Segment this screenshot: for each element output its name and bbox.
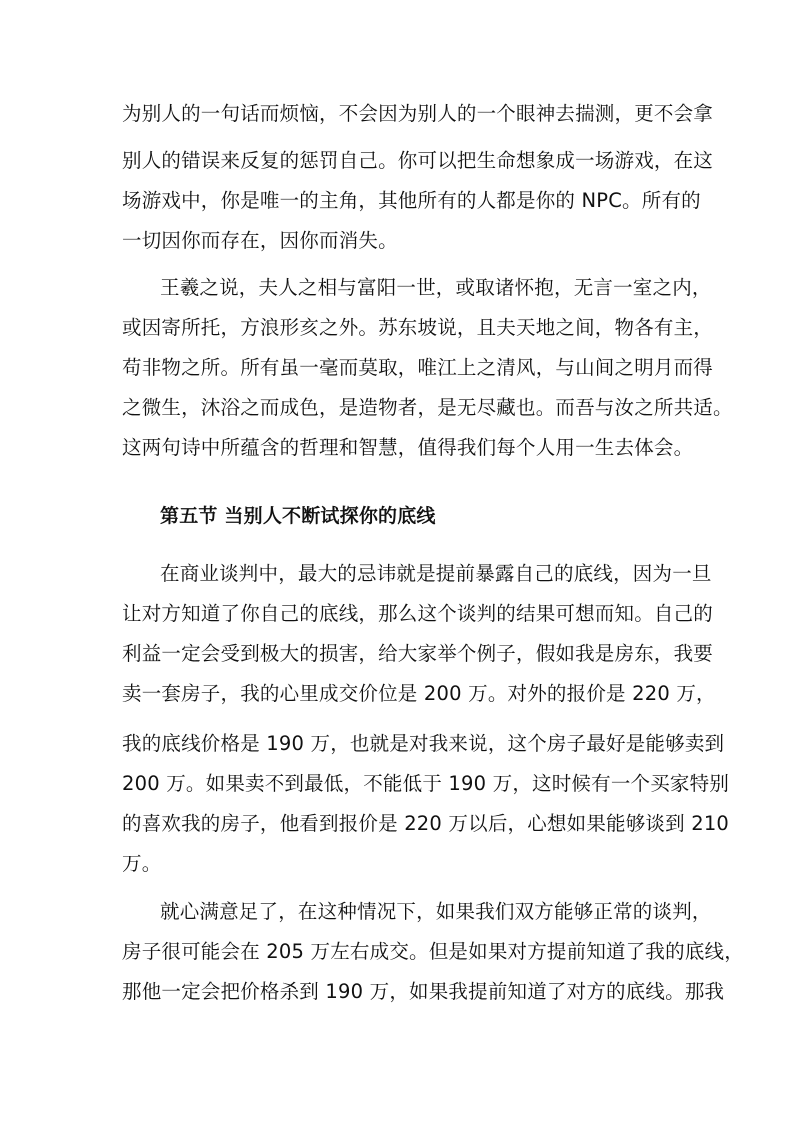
paragraph-line: 那他一定会把价格杀到 190 万，如果我提前知道了对方的底线。那我 — [122, 980, 725, 1003]
paragraph-line: 房子很可能会在 205 万左右成交。但是如果对方提前知道了我的底线， — [122, 940, 744, 963]
paragraph-line: 别人的错误来反复的惩罚自己。你可以把生命想象成一场游戏，在这 — [122, 149, 714, 172]
paragraph-line: 的喜欢我的房子，他看到报价是 220 万以后，心想如果能够谈到 210 — [122, 812, 730, 835]
paragraph-line: 卖一套房子，我的心里成交价位是 200 万。对外的报价是 220 万， — [122, 682, 716, 705]
paragraph-line: 在商业谈判中，最大的忌讳就是提前暴露自己的底线，因为一旦 — [160, 562, 712, 585]
paragraph-line: 利益一定会受到极大的损害，给大家举个例子，假如我是房东，我要 — [122, 642, 714, 665]
section-heading: 第五节 当别人不断试探你的底线 — [160, 505, 436, 527]
paragraph-line: 为别人的一句话而烦恼，不会因为别人的一个眼神去揣测，更不会拿 — [122, 102, 714, 125]
paragraph-line: 场游戏中，你是唯一的主角，其他所有的人都是你的 NPC。所有的 — [122, 189, 701, 212]
paragraph-line: 让对方知道了你自己的底线，那么这个谈判的结果可想而知。自己的 — [122, 602, 714, 625]
paragraph-line: 200 万。如果卖不到最低，不能低于 190 万，这时候有一个买家特别 — [122, 772, 730, 795]
paragraph-line: 苟非物之所。所有虽一毫而莫取，唯江上之清风，与山间之明月而得 — [122, 356, 714, 379]
paragraph-line: 或因寄所托，方浪形亥之外。苏东坡说，且夫天地之间，物各有主， — [122, 316, 714, 339]
paragraph-line: 万。 — [122, 852, 162, 875]
paragraph-line: 一切因你而存在，因你而消失。 — [122, 229, 398, 252]
paragraph-line: 这两句诗中所蕴含的哲理和智慧，值得我们每个人用一生去体会。 — [122, 436, 694, 459]
paragraph-line: 就心满意足了，在这种情况下，如果我们双方能够正常的谈判， — [160, 900, 712, 923]
paragraph-line: 王羲之说，夫人之相与富阳一世，或取诸怀抱，无言一室之内， — [160, 276, 712, 299]
paragraph-line: 之微生，沐浴之而成色，是造物者，是无尽藏也。而吾与汝之所共适。 — [122, 396, 733, 419]
document-body — [122, 0, 744, 1132]
paragraph-line: 我的底线价格是 190 万，也就是对我来说，这个房子最好是能够卖到 — [122, 732, 725, 755]
